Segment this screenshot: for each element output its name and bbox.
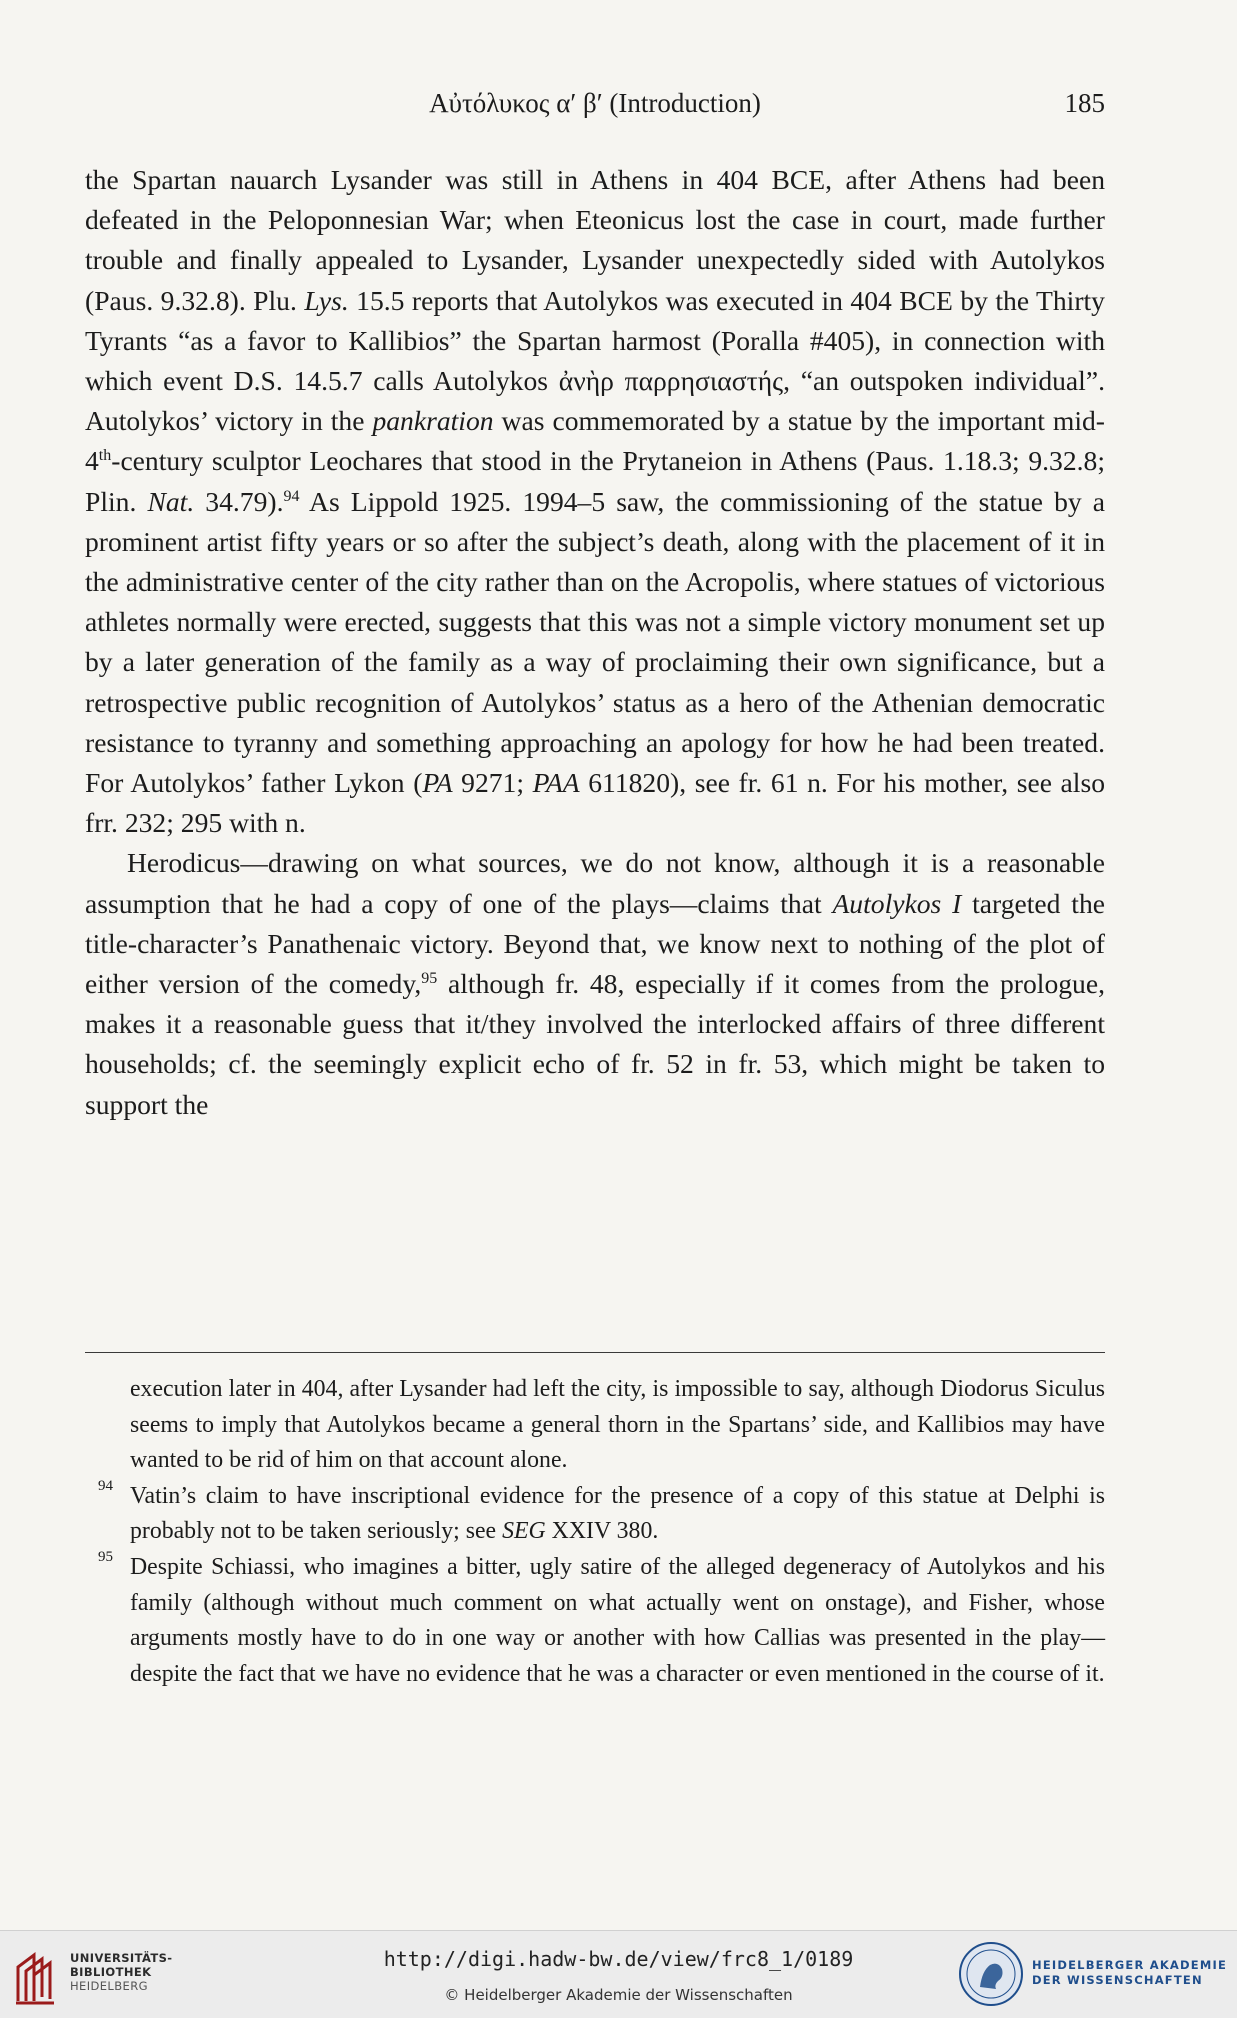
footnote-95: 95 Despite Schiassi, who imagines a bitter, ugly satire of the alleged degeneracy of Autolykos and his family (although without much comment on what actually went on onstage), and Fisher, whose arguments mostly have to do in one way or another with how Callias was presented in the play—despite the fact that we have no evidence that he was a character or even mentioned in the course of it. <box>130 1550 1105 1692</box>
academy-seal-icon <box>958 1941 1024 2007</box>
footnote-continuation: execution later in 404, after Lysander had left the city, is impossible to say, although Diodorus Siculus seems to imply that Autolykos became a general thorn in the Spartans’ side, and Kallibios may have wanted to be rid of him on that account alone. <box>130 1376 1105 1474</box>
footnote-number: 95 <box>98 1548 113 1565</box>
paragraph-2: Herodicus—drawing on what sources, we do not know, although it is a reasonable assumption that he had a copy of one of the plays—claims that Autolykos I targeted the title-character’s Panathenaic victory. Beyond that, we know next to nothing of the plot of either version of the comedy,$^{95}$ although fr. 48, especially if it comes from the prologue, makes it a reasonable guess that it/they involved the interlocked affairs of three different households; cf. the seemingly explicit echo of fr. 52 in fr. 53, which might be taken to support the <box>85 847 1105 1120</box>
viewer-footer <box>0 1930 1237 2018</box>
footnote-divider <box>85 1352 1105 1353</box>
italic-term: pankration <box>372 405 494 437</box>
footnote-ref-95[interactable]: 95 <box>421 969 438 987</box>
footnote-number: 94 <box>98 1477 113 1494</box>
running-head <box>85 88 1105 128</box>
academy-name: HEIDELBERGER AKADEMIE DER WISSENSCHAFTEN <box>1032 1958 1228 1987</box>
copyright-notice: © Heidelberger Akademie der Wissenschaften <box>444 1986 793 2004</box>
page-number: 185 <box>1064 88 1105 118</box>
permalink-url[interactable]: http://digi.hadw-bw.de/view/frc8_1/0189 <box>383 1947 854 1971</box>
italic-citation: Nat. <box>147 485 195 517</box>
italic-citation: Lys. <box>304 284 349 316</box>
footnote-ref-94[interactable]: 94 <box>283 487 300 505</box>
superscript: th <box>98 447 112 465</box>
footnotes <box>98 1372 1105 1692</box>
running-title: Αὐτόλυκος α′ β′ (Introduction) <box>429 88 761 118</box>
italic-title: Autolykos I <box>832 887 962 919</box>
main-text <box>85 160 1105 1125</box>
italic-citation: PAA <box>532 767 580 799</box>
paragraph-1: the Spartan nauarch Lysander was still in Athens in 404 BCE, after Athens had been defeated in the Peloponnesian War; when Eteonicus lost the case in court, made further trouble and finally appealed to Lysander, Lysander unexpectedly sided with Autolykos (Paus. 9.32.8). Plu. Lys. 15.5 reports that Autolykos was executed in 404 BCE by the Thirty Tyrants “as a favor to Kallibios” the Spartan harmost (Poralla #405), in connection with which event D.S. 14.5.7 calls Autolykos ἀνὴρ παρρησιαστής, “an outspoken individual”. Autolykos’ victory in the pankration was commemorated by a statue by the important mid-4th-century sculptor Leochares that stood in the Prytaneion in Athens (Paus. 1.18.3; 9.32.8; Plin. Nat. 34.79).$^{94}$ As Lippold 1925. 1994–5 saw, the commissioning of the statue by a prominent artist fifty years or so after the subject’s death, along with the placement of it in the administrative center of the city rather than on the Acropolis, where statues of victorious athletes normally were erected, suggests that this was not a simple victory monument set up by a later generation of the family as a way of proclaiming their own significance, but a retrospective public recognition of Autolykos’ status as a hero of the Athenian democratic resistance to tyranny and something approaching an apology for how he had been treated. For Autolykos’ father Lykon (PA 9271; PAA 611820), see fr. 61 n. For his mother, see also frr. 232; 295 with n. <box>85 164 1106 839</box>
footnote-94: 94 Vatin’s claim to have inscriptional evidence for the presence of a copy of this statue at Delphi is probably not to be taken seriously; see SEG XXIV 380. <box>130 1479 1105 1550</box>
university-library-name: UNIVERSITÄTS- BIBLIOTHEK HEIDELBERG <box>70 1951 173 1993</box>
italic-citation: SEG <box>502 1518 546 1545</box>
italic-citation: PA <box>422 767 453 799</box>
